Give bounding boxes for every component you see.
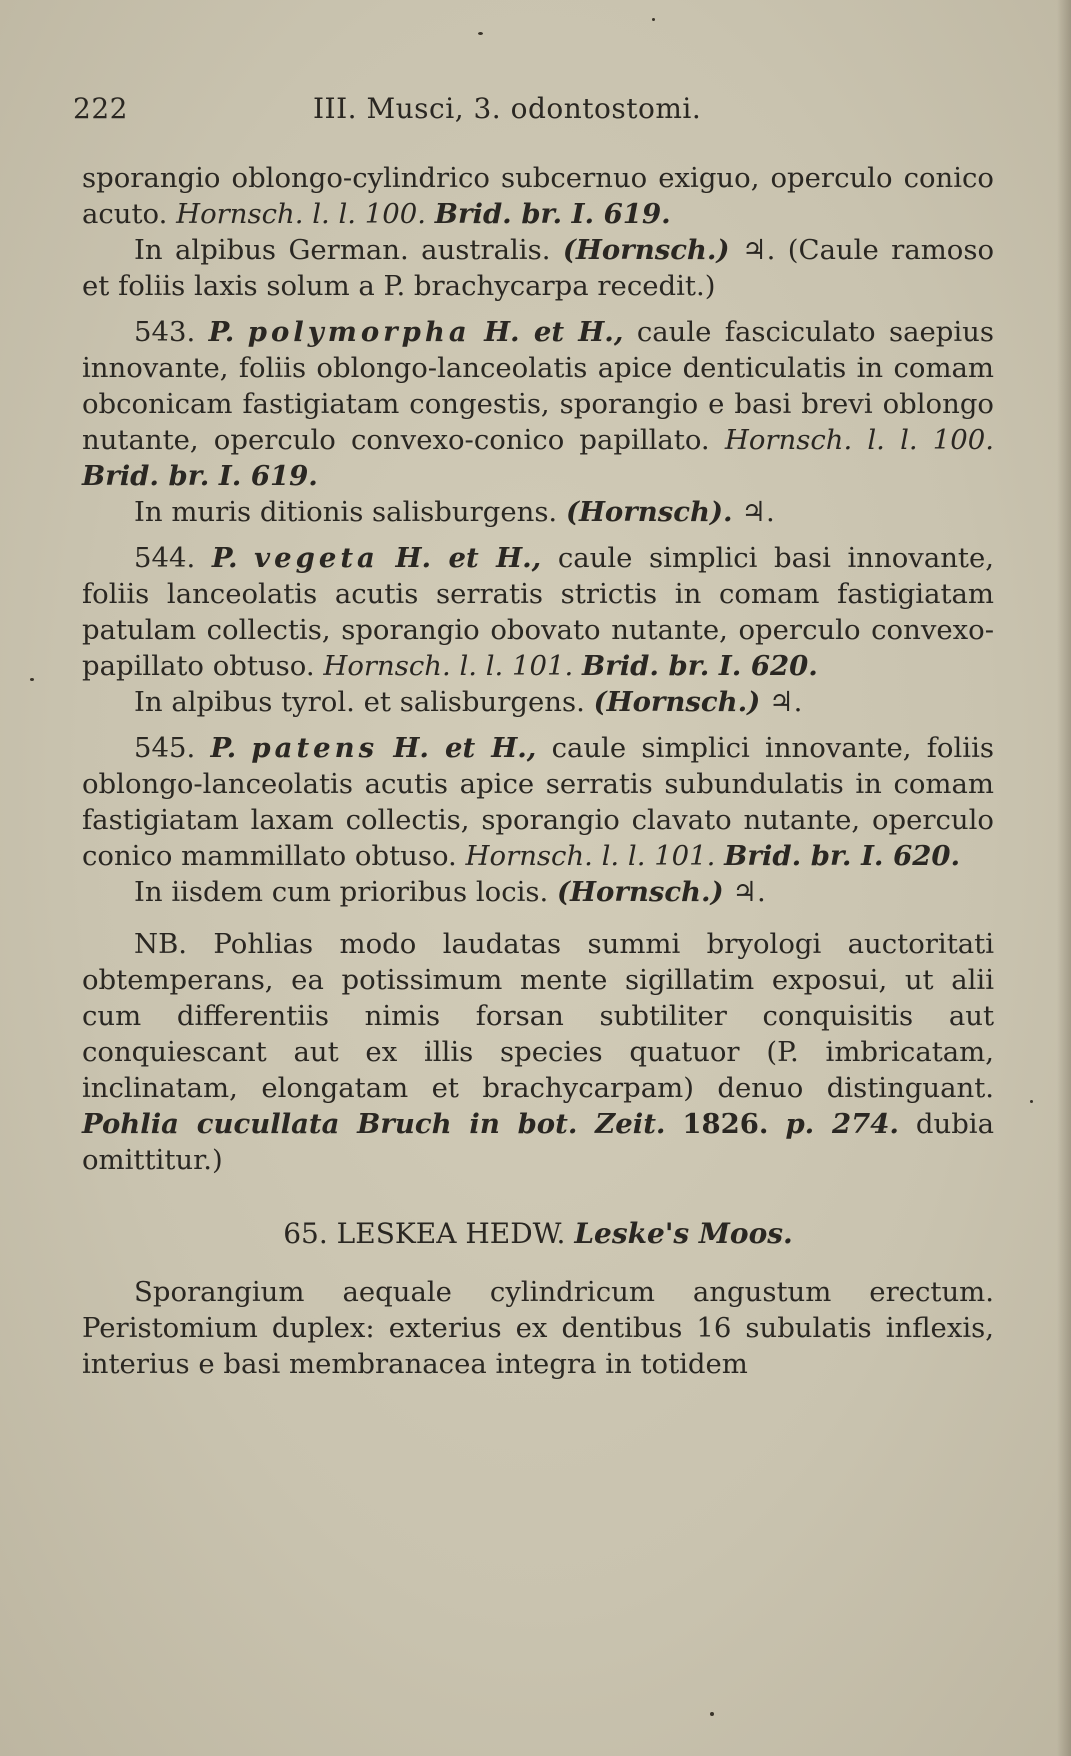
page-number: 222 xyxy=(73,92,128,125)
species-habitat-544: In alpibus tyrol. et salisburgens. (Hornsch.) ♃. xyxy=(134,686,803,718)
genus-heading xyxy=(82,1216,994,1252)
spacer xyxy=(82,910,994,926)
genus-number: 65. xyxy=(283,1217,328,1250)
perennial-symbol: ♃. xyxy=(741,496,775,528)
species-name: patens xyxy=(251,732,379,764)
species-entry-544: 544. P. vegeta H. et H., caule simplici basi innovante, foliis lanceolatis acutis serratis strictis in comam fastigiatam patulam collectis, sporangio obovato nutante, operculo convexo-papillato obtuso. Hornsch. l. l. 101. Brid. br. I. 620. xyxy=(82,542,994,682)
page-edge-shadow xyxy=(1057,0,1071,1756)
genus-vernacular: Leske's Moos. xyxy=(574,1217,793,1250)
species-entry-543: 543. P. polymorpha H. et H., caule fasciculato saepius innovante, foliis oblongo-lanceolatis apice denticulatis in comam obconicam fastigiatam congestis, sporangio e basi brevi oblongo nutante, operculo convexo-conico papillato. Hornsch. l. l. 100. Brid. br. I. 619. xyxy=(82,316,995,492)
species-habitat-545: In iisdem cum prioribus locis. (Hornsch.) ♃. xyxy=(134,876,766,908)
page-body xyxy=(82,160,994,1382)
species-description: caule fasciculato saepius innovante, foliis oblongo-lanceolatis apice denticulatis in comam obconicam fastigiatam congestis, sporangio e basi brevi oblongo nutante, operculo convexo-conico papillato. xyxy=(82,316,994,456)
nota-bene-paragraph: NB. Pohlias modo laudatas summi bryologi auctoritati obtemperans, ea potissimum mente sigillatim exposui, ut alii cum differentiis nimis forsan subtiliter conquisitis aut conquiescant aut ex illis species quatuor (P. imbricatam, inclinatam, elongatam et brachycarpam) denuo distinguant. Pohlia cucullata Bruch in bot. Zeit. 1826. p. 274. dubia omittitur.) xyxy=(82,928,994,1176)
perennial-symbol: ♃. xyxy=(741,234,776,266)
paper-speck xyxy=(652,18,655,21)
species-entry-545: 545. P. patens H. et H., caule simplici innovante, foliis oblongo-lanceolatis acutis apice serratis subundulatis in comam fastigiatam laxam collectis, sporangio clavato nutante, operculo conico mammillato obtuso. Hornsch. l. l. 101. Brid. br. I. 620. xyxy=(82,732,994,872)
paper-speck xyxy=(1030,1100,1033,1103)
entry-number: 543. xyxy=(134,316,196,348)
paper-speck xyxy=(30,678,34,681)
perennial-symbol: ♃. xyxy=(768,686,803,718)
species-habitat-543: In muris ditionis salisburgens. (Hornsch). ♃. xyxy=(134,496,775,528)
species-name: polymorpha xyxy=(247,316,471,348)
genus-description: Sporangium aequale cylindricum angustum erectum. Peristomium duplex: exterius ex dentibus 16 subulatis inflexis, interius e basi membranacea integra in totidem xyxy=(82,1276,994,1380)
page-header xyxy=(73,92,1003,132)
continuation-paragraph: sporangio oblongo-cylindrico subcernuo exiguo, operculo conico acuto. Hornsch. l. l. 100. Brid. br. I. 619. xyxy=(82,162,994,230)
species-description: caule simplici basi innovante, foliis lanceolatis acutis serratis strictis in comam fastigiatam patulam collectis, sporangio obovato nutante, operculo convexo-papillato obtuso. xyxy=(82,542,994,682)
entry-number: 545. xyxy=(134,732,196,764)
genus-name: LESKEA HEDW. xyxy=(336,1217,566,1250)
perennial-symbol: ♃. xyxy=(732,876,766,908)
paper-speck xyxy=(478,32,483,35)
species-name: vegeta xyxy=(254,542,379,574)
running-head: III. Musci, 3. odontostomi. xyxy=(313,92,702,125)
habitat-paragraph: In alpibus German. australis. (Hornsch.) ♃. (Caule ramoso et foliis laxis solum a P. brachycarpa recedit.) xyxy=(82,234,995,302)
species-description: caule simplici innovante, foliis oblongo-lanceolatis acutis apice serratis subundulatis in comam fastigiatam laxam collectis, sporangio clavato nutante, operculo conico mammillato obtuso. xyxy=(82,732,994,872)
entry-number: 544. xyxy=(134,542,196,574)
paper-speck xyxy=(710,1712,714,1716)
